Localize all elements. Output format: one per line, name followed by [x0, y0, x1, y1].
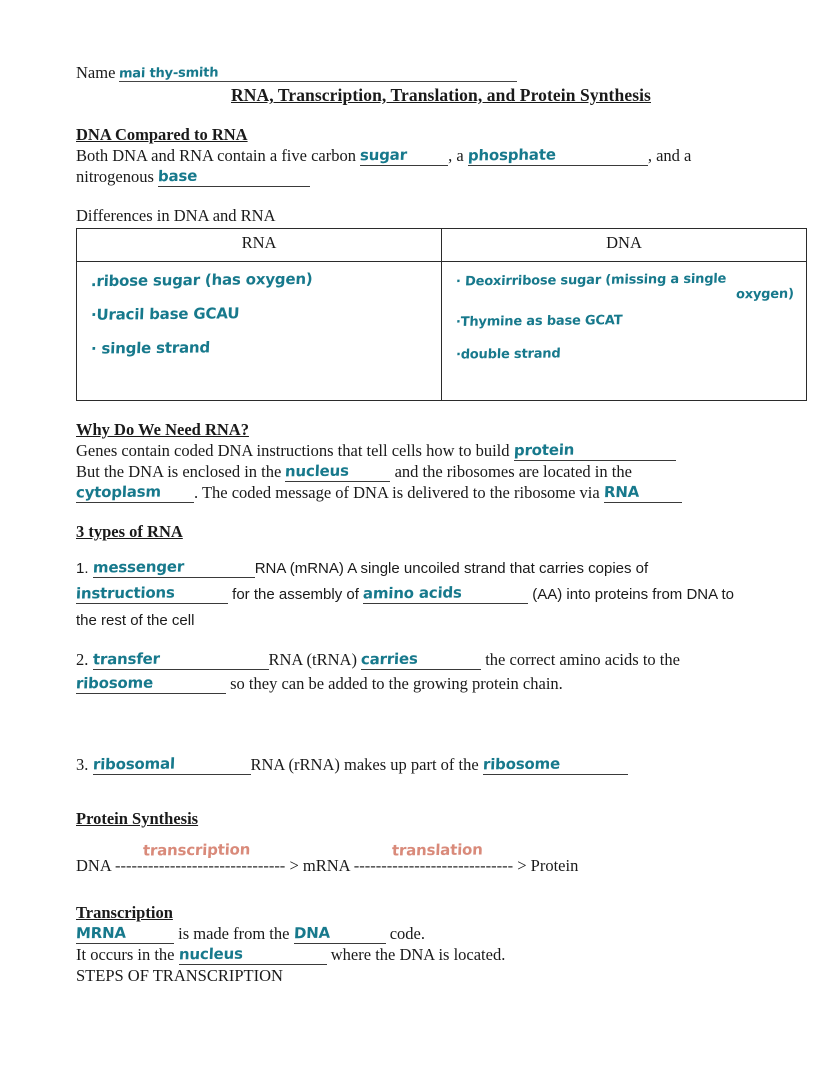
dna-point-2-text: ·Thymine as base GCAT	[455, 313, 623, 330]
item1-text-c: (AA) into proteins from DNA to	[532, 586, 734, 603]
transcription-text-2: code.	[389, 924, 425, 943]
table-cell-dna[interactable]	[442, 262, 807, 401]
dna-rna-sentence-line2	[76, 166, 806, 187]
dna-point-3	[456, 346, 798, 364]
answer-ribosome-2: ribosome	[75, 673, 154, 693]
item1-text-b: for the assembly of	[232, 586, 359, 603]
dna-rna-text-1: Both DNA and RNA contain a five carbon	[76, 146, 356, 165]
rna-point-2-text: ·Uracil base GCAU	[90, 304, 240, 324]
why-rna-text-2: But the DNA is enclosed in the	[76, 462, 282, 481]
worksheet-content	[76, 62, 806, 986]
answer-transfer: transfer	[92, 649, 160, 669]
item1-number: 1.	[76, 560, 89, 577]
dna-rna-text-2: , a	[448, 146, 464, 165]
item3-number: 3.	[76, 755, 89, 774]
rna-type-item-2	[76, 648, 806, 696]
blank-protein[interactable]	[514, 442, 676, 461]
section-protein-synthesis	[76, 808, 806, 876]
blank-phosphate[interactable]	[468, 147, 648, 166]
blank-sugar[interactable]	[360, 147, 448, 166]
blank-instructions[interactable]	[76, 585, 228, 604]
blank-amino-acids[interactable]	[363, 585, 528, 604]
section-why-rna	[76, 419, 806, 503]
why-rna-line1	[76, 440, 806, 461]
dna-point-2	[456, 313, 798, 331]
why-rna-text-4: . The coded message of DNA is delivered to the ribosome via	[194, 483, 600, 502]
differences-table	[76, 228, 807, 401]
blank-base[interactable]	[158, 168, 310, 187]
name-input-blank[interactable]	[119, 64, 517, 82]
heading-dna-compared-to-rna: DNA Compared to RNA	[76, 125, 248, 144]
answer-rna: RNA	[603, 482, 640, 502]
blank-mrna[interactable]	[76, 925, 174, 944]
dna-rna-sentence-line1	[76, 145, 806, 166]
dna-point-1	[456, 272, 798, 304]
why-rna-line2	[76, 461, 806, 482]
rna-point-2	[91, 306, 433, 325]
answer-messenger: messenger	[92, 557, 185, 577]
answer-sugar: sugar	[359, 145, 408, 165]
transcription-text-1: is made from the	[178, 924, 290, 943]
table-row	[77, 262, 807, 401]
rna-point-1-text: .ribose sugar (has oxygen)	[90, 269, 313, 291]
transcription-text-3: It occurs in the	[76, 945, 175, 964]
flow-dashes-1: -------------------------------	[114, 856, 286, 875]
dna-point-1-text-cont: oxygen)	[735, 286, 795, 303]
annotation-translation: translation	[391, 840, 483, 860]
rna-type-item-3	[76, 752, 806, 778]
page-title: RNA, Transcription, Translation, and Protein Synthesis	[231, 85, 651, 105]
rna-type-item-1	[76, 556, 806, 634]
section-differences	[76, 205, 806, 401]
dna-point-3-text: ·double strand	[455, 346, 561, 363]
section-three-types	[76, 521, 806, 778]
blank-dna[interactable]	[294, 925, 386, 944]
rna-point-3	[91, 340, 433, 359]
item3-text-a: RNA (rRNA) makes up part of the	[250, 755, 479, 774]
blank-rna[interactable]	[604, 484, 682, 503]
answer-dna: DNA	[293, 923, 330, 943]
flow-protein-label: > Protein	[517, 856, 579, 875]
answer-amino-acids: amino acids	[362, 583, 463, 603]
item2-text-b: the correct amino acids to the	[485, 650, 680, 669]
blank-messenger[interactable]	[93, 559, 255, 578]
table-header-row	[77, 229, 807, 262]
heading-why-rna: Why Do We Need RNA?	[76, 420, 249, 439]
blank-ribosome-2[interactable]	[76, 675, 226, 694]
answer-ribosome-3: ribosome	[482, 754, 561, 774]
answer-carries: carries	[360, 649, 419, 669]
flow-arrow-1	[114, 840, 286, 876]
table-header-rna: RNA	[77, 229, 442, 262]
answer-mrna: MRNA	[75, 923, 127, 943]
transcription-line1	[76, 923, 806, 944]
answer-base: base	[157, 166, 198, 186]
differences-caption: Differences in DNA and RNA	[76, 206, 276, 225]
dna-rna-text-4: nitrogenous	[76, 167, 154, 186]
flow-dna-label: DNA	[76, 856, 111, 875]
answer-instructions: instructions	[75, 583, 176, 603]
rna-point-1	[90, 269, 433, 291]
item2-number: 2.	[76, 650, 89, 669]
answer-ribosomal: ribosomal	[92, 754, 175, 774]
heading-three-types: 3 types of RNA	[76, 522, 183, 541]
why-rna-text-1: Genes contain coded DNA instructions that tell cells how to build	[76, 441, 510, 460]
name-handwritten-value: mai thy-smith	[119, 65, 219, 82]
annotation-transcription: transcription	[142, 840, 251, 860]
transcription-line2	[76, 944, 806, 965]
blank-ribosome-3[interactable]	[483, 756, 628, 775]
why-rna-line3	[76, 482, 806, 503]
heading-protein-synthesis: Protein Synthesis	[76, 809, 199, 828]
item2-text-a: RNA (tRNA)	[268, 650, 357, 669]
name-row	[76, 62, 806, 83]
answer-phosphate: phosphate	[467, 145, 556, 165]
name-label: Name	[76, 63, 116, 82]
answer-cytoplasm: cytoplasm	[75, 482, 162, 502]
blank-nucleus-2[interactable]	[179, 946, 327, 965]
flow-mrna-label: > mRNA	[289, 856, 350, 875]
flow-arrow-2	[353, 840, 514, 876]
blank-ribosomal[interactable]	[93, 756, 251, 775]
answer-nucleus: nucleus	[285, 461, 350, 481]
item2-text-c: so they can be added to the growing protein chain.	[230, 674, 563, 693]
why-rna-text-3: and the ribosomes are located in the	[394, 462, 632, 481]
answer-nucleus-2: nucleus	[178, 944, 243, 964]
section-transcription	[76, 902, 806, 986]
blank-cytoplasm[interactable]	[76, 484, 194, 503]
protein-synthesis-flow	[76, 840, 806, 876]
dna-point-1-text: · Deoxirribose sugar (missing a single	[455, 271, 727, 290]
blank-transfer[interactable]	[93, 651, 269, 670]
rna-point-3-text: · single strand	[90, 338, 211, 358]
section-dna-compared-to-rna	[76, 124, 806, 187]
heading-transcription: Transcription	[76, 903, 173, 922]
table-cell-rna[interactable]	[77, 262, 442, 401]
dna-rna-text-3: , and a	[647, 146, 692, 165]
answer-protein: protein	[513, 440, 575, 460]
blank-nucleus[interactable]	[285, 463, 390, 482]
item1-text-a: RNA (mRNA) A single uncoiled strand that carries copies of	[254, 560, 649, 577]
table-header-dna: DNA	[442, 229, 807, 262]
blank-carries[interactable]	[361, 651, 481, 670]
transcription-text-4: where the DNA is located.	[330, 945, 506, 964]
item1-text-d: the rest of the cell	[76, 612, 195, 629]
transcription-steps-label: STEPS OF TRANSCRIPTION	[76, 966, 283, 985]
flow-dashes-2: -----------------------------	[353, 856, 514, 875]
